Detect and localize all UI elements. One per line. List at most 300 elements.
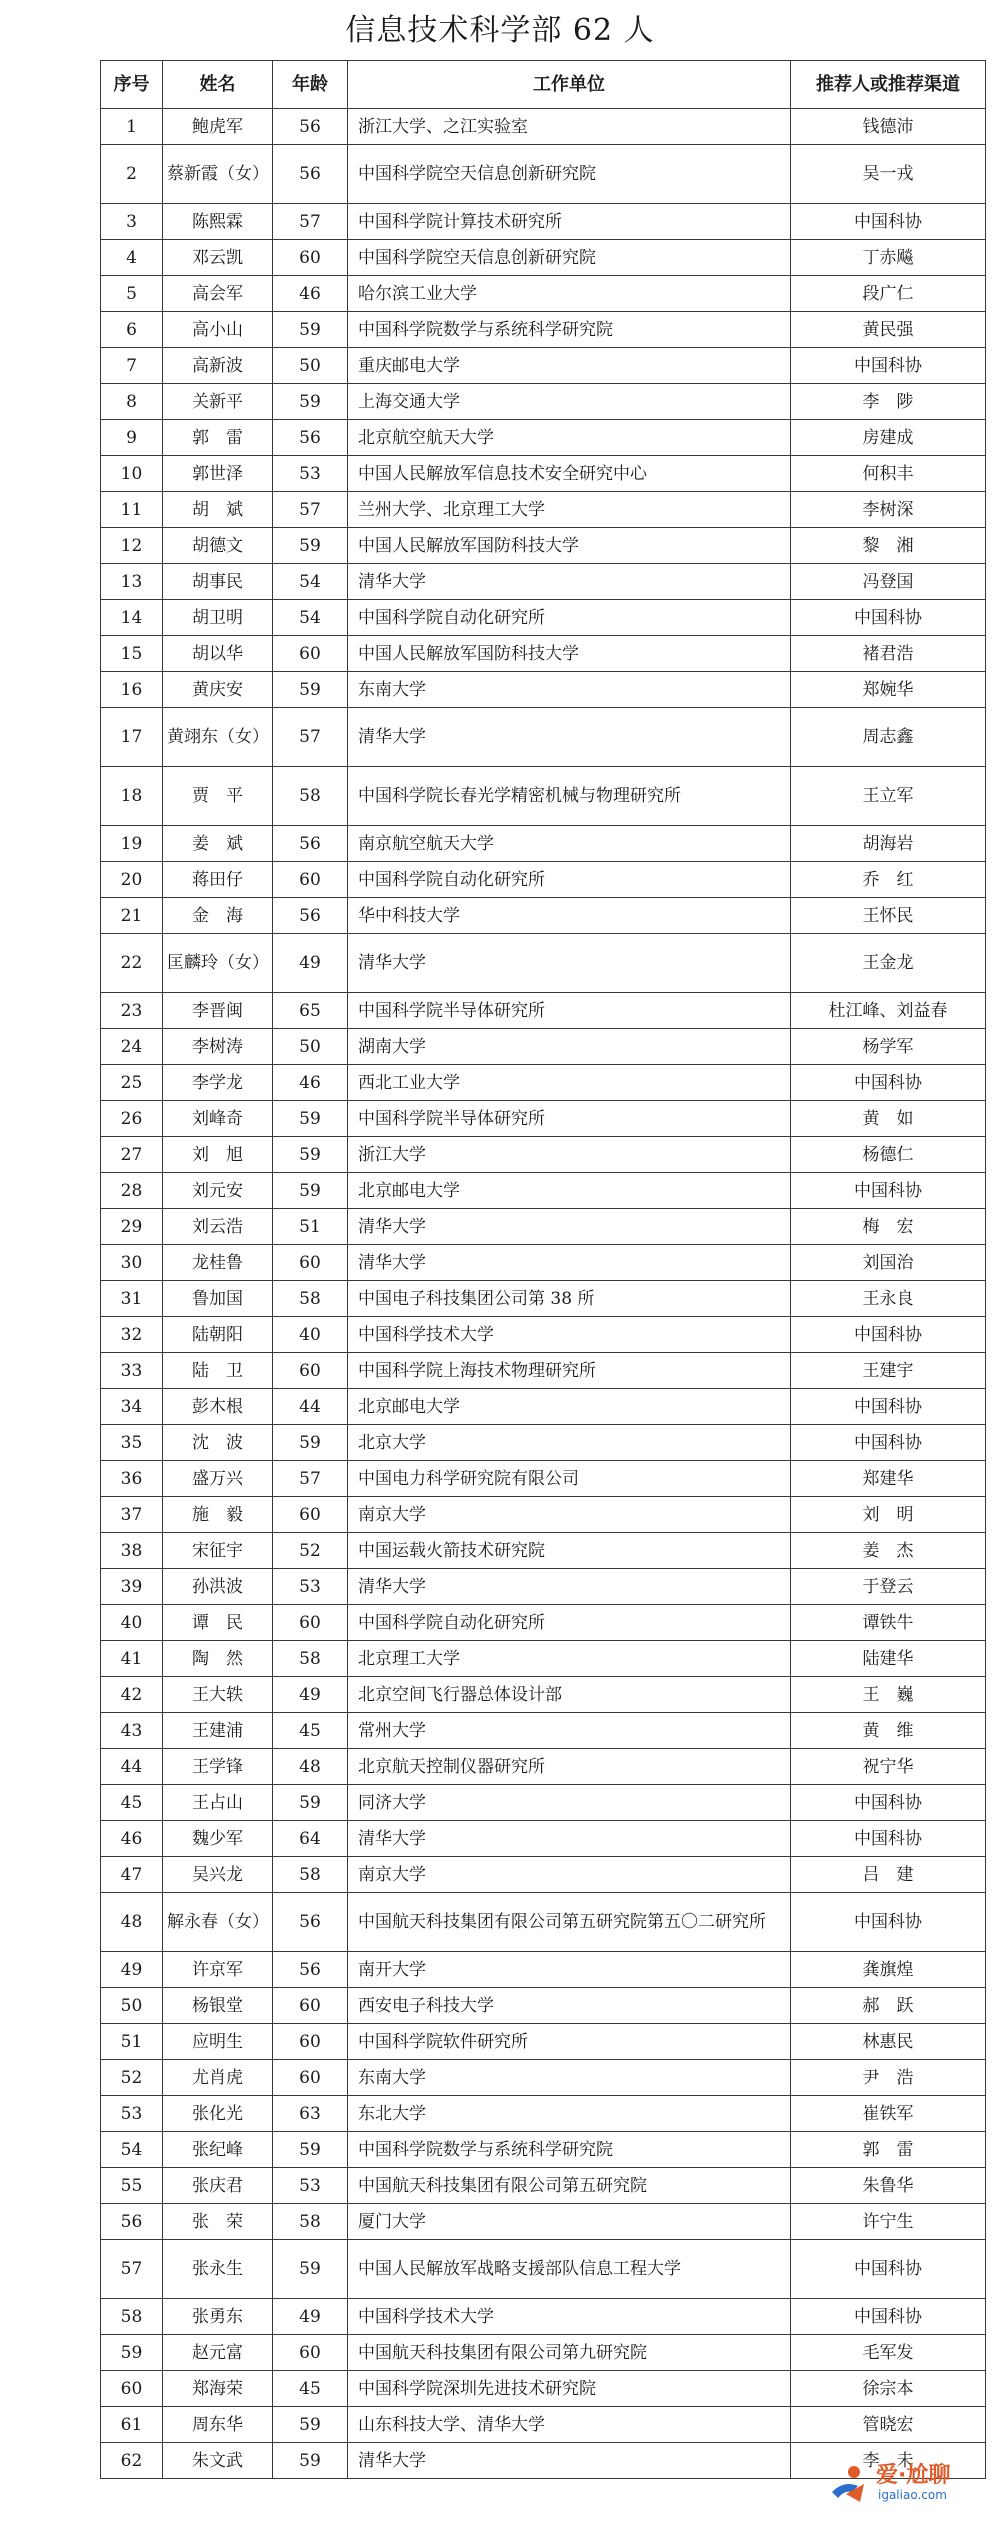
table-row bbox=[101, 1281, 986, 1317]
cell-age: 45 bbox=[273, 1713, 348, 1749]
cell-work-unit: 中国科学院自动化研究所 bbox=[348, 600, 791, 636]
cell-recommender: 刘 明 bbox=[791, 1497, 986, 1533]
cell-name: 蔡新霞（女） bbox=[163, 145, 273, 204]
cell-work-unit: 中国航天科技集团有限公司第五研究院 bbox=[348, 2168, 791, 2204]
cell-recommender: 龚旗煌 bbox=[791, 1952, 986, 1988]
cell-work-unit: 北京邮电大学 bbox=[348, 1173, 791, 1209]
cell-recommender: 黎 湘 bbox=[791, 528, 986, 564]
table-row bbox=[101, 1569, 986, 1605]
cell-index: 18 bbox=[101, 767, 163, 826]
cell-age: 56 bbox=[273, 109, 348, 145]
header-recommender: 推荐人或推荐渠道 bbox=[791, 61, 986, 109]
cell-name: 张纪峰 bbox=[163, 2132, 273, 2168]
cell-index: 5 bbox=[101, 276, 163, 312]
cell-index: 1 bbox=[101, 109, 163, 145]
cell-index: 58 bbox=[101, 2299, 163, 2335]
cell-name: 胡 斌 bbox=[163, 492, 273, 528]
cell-name: 陶 然 bbox=[163, 1641, 273, 1677]
cell-recommender: 段广仁 bbox=[791, 276, 986, 312]
cell-name: 张化光 bbox=[163, 2096, 273, 2132]
cell-index: 39 bbox=[101, 1569, 163, 1605]
cell-name: 刘 旭 bbox=[163, 1137, 273, 1173]
cell-work-unit: 中国人民解放军信息技术安全研究中心 bbox=[348, 456, 791, 492]
cell-age: 60 bbox=[273, 2335, 348, 2371]
candidate-table bbox=[100, 60, 986, 2479]
table-row bbox=[101, 1101, 986, 1137]
table-row bbox=[101, 1605, 986, 1641]
cell-name: 魏少军 bbox=[163, 1821, 273, 1857]
cell-name: 李晋闽 bbox=[163, 993, 273, 1029]
cell-recommender: 中国科协 bbox=[791, 1821, 986, 1857]
cell-age: 58 bbox=[273, 767, 348, 826]
cell-age: 58 bbox=[273, 1857, 348, 1893]
cell-age: 63 bbox=[273, 2096, 348, 2132]
cell-name: 胡事民 bbox=[163, 564, 273, 600]
cell-work-unit: 东南大学 bbox=[348, 2060, 791, 2096]
cell-work-unit: 中国运载火箭技术研究院 bbox=[348, 1533, 791, 1569]
watermark-url: igaliao.com bbox=[878, 2488, 947, 2502]
cell-name: 陈熙霖 bbox=[163, 204, 273, 240]
cell-work-unit: 中国科学技术大学 bbox=[348, 2299, 791, 2335]
cell-age: 50 bbox=[273, 1029, 348, 1065]
cell-recommender: 梅 宏 bbox=[791, 1209, 986, 1245]
cell-recommender: 崔铁军 bbox=[791, 2096, 986, 2132]
cell-recommender: 郝 跃 bbox=[791, 1988, 986, 2024]
cell-index: 27 bbox=[101, 1137, 163, 1173]
table-row bbox=[101, 420, 986, 456]
cell-index: 49 bbox=[101, 1952, 163, 1988]
cell-name: 刘元安 bbox=[163, 1173, 273, 1209]
cell-index: 47 bbox=[101, 1857, 163, 1893]
cell-work-unit: 南京航空航天大学 bbox=[348, 826, 791, 862]
cell-age: 64 bbox=[273, 1821, 348, 1857]
cell-name: 陆 卫 bbox=[163, 1353, 273, 1389]
cell-index: 50 bbox=[101, 1988, 163, 2024]
cell-recommender: 陆建华 bbox=[791, 1641, 986, 1677]
cell-index: 62 bbox=[101, 2443, 163, 2479]
cell-name: 张 荣 bbox=[163, 2204, 273, 2240]
cell-recommender: 冯登国 bbox=[791, 564, 986, 600]
cell-age: 60 bbox=[273, 636, 348, 672]
table-row bbox=[101, 109, 986, 145]
cell-name: 王学锋 bbox=[163, 1749, 273, 1785]
table-row bbox=[101, 1245, 986, 1281]
cell-age: 48 bbox=[273, 1749, 348, 1785]
cell-work-unit: 中国科学院空天信息创新研究院 bbox=[348, 240, 791, 276]
cell-age: 57 bbox=[273, 492, 348, 528]
cell-age: 52 bbox=[273, 1533, 348, 1569]
cell-work-unit: 中国科学院计算技术研究所 bbox=[348, 204, 791, 240]
cell-work-unit: 东南大学 bbox=[348, 672, 791, 708]
cell-index: 44 bbox=[101, 1749, 163, 1785]
cell-recommender: 于登云 bbox=[791, 1569, 986, 1605]
cell-recommender: 尹 浩 bbox=[791, 2060, 986, 2096]
cell-name: 邓云凯 bbox=[163, 240, 273, 276]
cell-age: 59 bbox=[273, 2407, 348, 2443]
cell-index: 43 bbox=[101, 1713, 163, 1749]
table-row bbox=[101, 564, 986, 600]
cell-age: 59 bbox=[273, 2240, 348, 2299]
cell-index: 53 bbox=[101, 2096, 163, 2132]
cell-index: 40 bbox=[101, 1605, 163, 1641]
table-row bbox=[101, 672, 986, 708]
cell-age: 49 bbox=[273, 2299, 348, 2335]
cell-index: 25 bbox=[101, 1065, 163, 1101]
cell-work-unit: 清华大学 bbox=[348, 2443, 791, 2479]
table-row bbox=[101, 2168, 986, 2204]
cell-age: 49 bbox=[273, 1677, 348, 1713]
cell-name: 沈 波 bbox=[163, 1425, 273, 1461]
table-row bbox=[101, 1533, 986, 1569]
cell-age: 56 bbox=[273, 898, 348, 934]
cell-name: 关新平 bbox=[163, 384, 273, 420]
table-row bbox=[101, 2240, 986, 2299]
cell-index: 51 bbox=[101, 2024, 163, 2060]
cell-age: 56 bbox=[273, 145, 348, 204]
cell-work-unit: 中国科学院长春光学精密机械与物理研究所 bbox=[348, 767, 791, 826]
cell-index: 28 bbox=[101, 1173, 163, 1209]
table-row bbox=[101, 1497, 986, 1533]
cell-age: 49 bbox=[273, 934, 348, 993]
watermark-text: 爱·尬聊 bbox=[876, 2463, 951, 2488]
cell-name: 郑海荣 bbox=[163, 2371, 273, 2407]
cell-name: 鲍虎军 bbox=[163, 109, 273, 145]
table-row bbox=[101, 2335, 986, 2371]
cell-work-unit: 西北工业大学 bbox=[348, 1065, 791, 1101]
cell-work-unit: 清华大学 bbox=[348, 1209, 791, 1245]
cell-age: 60 bbox=[273, 1605, 348, 1641]
cell-recommender: 中国科协 bbox=[791, 1893, 986, 1952]
cell-work-unit: 湖南大学 bbox=[348, 1029, 791, 1065]
cell-index: 30 bbox=[101, 1245, 163, 1281]
cell-recommender: 毛军发 bbox=[791, 2335, 986, 2371]
cell-name: 胡以华 bbox=[163, 636, 273, 672]
cell-index: 26 bbox=[101, 1101, 163, 1137]
cell-name: 刘云浩 bbox=[163, 1209, 273, 1245]
table-row bbox=[101, 2096, 986, 2132]
cell-name: 应明生 bbox=[163, 2024, 273, 2060]
table-row bbox=[101, 2132, 986, 2168]
cell-index: 37 bbox=[101, 1497, 163, 1533]
cell-work-unit: 清华大学 bbox=[348, 1245, 791, 1281]
cell-index: 7 bbox=[101, 348, 163, 384]
cell-name: 高小山 bbox=[163, 312, 273, 348]
cell-name: 高新波 bbox=[163, 348, 273, 384]
cell-work-unit: 中国科学院空天信息创新研究院 bbox=[348, 145, 791, 204]
cell-recommender: 王立军 bbox=[791, 767, 986, 826]
table-row bbox=[101, 1952, 986, 1988]
table-row bbox=[101, 993, 986, 1029]
cell-work-unit: 西安电子科技大学 bbox=[348, 1988, 791, 2024]
cell-recommender: 丁赤飚 bbox=[791, 240, 986, 276]
cell-recommender: 中国科协 bbox=[791, 1785, 986, 1821]
table-row bbox=[101, 204, 986, 240]
table-row bbox=[101, 1425, 986, 1461]
cell-age: 59 bbox=[273, 1101, 348, 1137]
cell-work-unit: 北京航空航天大学 bbox=[348, 420, 791, 456]
cell-work-unit: 中国科学院自动化研究所 bbox=[348, 1605, 791, 1641]
cell-recommender: 中国科协 bbox=[791, 1389, 986, 1425]
cell-recommender: 李树深 bbox=[791, 492, 986, 528]
cell-age: 60 bbox=[273, 1353, 348, 1389]
cell-work-unit: 山东科技大学、清华大学 bbox=[348, 2407, 791, 2443]
cell-work-unit: 重庆邮电大学 bbox=[348, 348, 791, 384]
table-row bbox=[101, 1785, 986, 1821]
cell-age: 53 bbox=[273, 2168, 348, 2204]
table-row bbox=[101, 767, 986, 826]
cell-recommender: 刘国治 bbox=[791, 1245, 986, 1281]
cell-recommender: 朱鲁华 bbox=[791, 2168, 986, 2204]
cell-age: 59 bbox=[273, 528, 348, 564]
cell-name: 杨银堂 bbox=[163, 1988, 273, 2024]
cell-name: 高会军 bbox=[163, 276, 273, 312]
cell-name: 姜 斌 bbox=[163, 826, 273, 862]
cell-work-unit: 北京大学 bbox=[348, 1425, 791, 1461]
cell-index: 6 bbox=[101, 312, 163, 348]
table-row bbox=[101, 826, 986, 862]
cell-name: 赵元富 bbox=[163, 2335, 273, 2371]
table-row bbox=[101, 2204, 986, 2240]
cell-recommender: 李 未 bbox=[791, 2443, 986, 2479]
table-row bbox=[101, 276, 986, 312]
cell-name: 黄庆安 bbox=[163, 672, 273, 708]
cell-name: 盛万兴 bbox=[163, 1461, 273, 1497]
table-row bbox=[101, 2371, 986, 2407]
cell-work-unit: 中国科学院自动化研究所 bbox=[348, 862, 791, 898]
cell-recommender: 王怀民 bbox=[791, 898, 986, 934]
cell-age: 59 bbox=[273, 1173, 348, 1209]
cell-recommender: 中国科协 bbox=[791, 348, 986, 384]
cell-recommender: 中国科协 bbox=[791, 1425, 986, 1461]
cell-name: 郭 雷 bbox=[163, 420, 273, 456]
cell-index: 14 bbox=[101, 600, 163, 636]
cell-index: 38 bbox=[101, 1533, 163, 1569]
cell-index: 48 bbox=[101, 1893, 163, 1952]
cell-age: 65 bbox=[273, 993, 348, 1029]
cell-index: 54 bbox=[101, 2132, 163, 2168]
table-row bbox=[101, 898, 986, 934]
cell-name: 尤肖虎 bbox=[163, 2060, 273, 2096]
cell-recommender: 杨学军 bbox=[791, 1029, 986, 1065]
cell-recommender: 杨德仁 bbox=[791, 1137, 986, 1173]
cell-age: 59 bbox=[273, 312, 348, 348]
table-row bbox=[101, 1677, 986, 1713]
cell-index: 20 bbox=[101, 862, 163, 898]
cell-work-unit: 中国航天科技集团有限公司第五研究院第五〇二研究所 bbox=[348, 1893, 791, 1952]
cell-name: 吴兴龙 bbox=[163, 1857, 273, 1893]
cell-work-unit: 中国人民解放军国防科技大学 bbox=[348, 636, 791, 672]
table-row bbox=[101, 1353, 986, 1389]
cell-recommender: 谭铁牛 bbox=[791, 1605, 986, 1641]
cell-work-unit: 中国科学院半导体研究所 bbox=[348, 1101, 791, 1137]
table-row bbox=[101, 862, 986, 898]
cell-recommender: 杜江峰、刘益春 bbox=[791, 993, 986, 1029]
cell-index: 31 bbox=[101, 1281, 163, 1317]
cell-recommender: 吕 建 bbox=[791, 1857, 986, 1893]
cell-recommender: 郭 雷 bbox=[791, 2132, 986, 2168]
table-row bbox=[101, 1749, 986, 1785]
cell-work-unit: 清华大学 bbox=[348, 1821, 791, 1857]
cell-name: 谭 民 bbox=[163, 1605, 273, 1641]
cell-index: 21 bbox=[101, 898, 163, 934]
table-row bbox=[101, 1065, 986, 1101]
cell-name: 胡卫明 bbox=[163, 600, 273, 636]
table-row bbox=[101, 708, 986, 767]
cell-work-unit: 北京邮电大学 bbox=[348, 1389, 791, 1425]
table-row bbox=[101, 348, 986, 384]
cell-index: 52 bbox=[101, 2060, 163, 2096]
cell-recommender: 钱德沛 bbox=[791, 109, 986, 145]
cell-work-unit: 哈尔滨工业大学 bbox=[348, 276, 791, 312]
cell-index: 19 bbox=[101, 826, 163, 862]
cell-name: 陆朝阳 bbox=[163, 1317, 273, 1353]
cell-recommender: 郑婉华 bbox=[791, 672, 986, 708]
cell-index: 60 bbox=[101, 2371, 163, 2407]
cell-index: 55 bbox=[101, 2168, 163, 2204]
cell-recommender: 祝宁华 bbox=[791, 1749, 986, 1785]
watermark bbox=[824, 2456, 984, 2514]
cell-recommender: 褚君浩 bbox=[791, 636, 986, 672]
cell-work-unit: 东北大学 bbox=[348, 2096, 791, 2132]
table-row bbox=[101, 384, 986, 420]
cell-recommender: 吴一戎 bbox=[791, 145, 986, 204]
cell-work-unit: 南京大学 bbox=[348, 1497, 791, 1533]
cell-age: 60 bbox=[273, 2024, 348, 2060]
cell-work-unit: 中国科学院深圳先进技术研究院 bbox=[348, 2371, 791, 2407]
cell-age: 51 bbox=[273, 1209, 348, 1245]
cell-name: 许京军 bbox=[163, 1952, 273, 1988]
table-row bbox=[101, 1209, 986, 1245]
header-work-unit: 工作单位 bbox=[348, 61, 791, 109]
table-row bbox=[101, 1893, 986, 1952]
cell-index: 34 bbox=[101, 1389, 163, 1425]
table-row bbox=[101, 636, 986, 672]
table-row bbox=[101, 2299, 986, 2335]
cell-name: 金 海 bbox=[163, 898, 273, 934]
cell-work-unit: 中国科学院数学与系统科学研究院 bbox=[348, 2132, 791, 2168]
cell-work-unit: 兰州大学、北京理工大学 bbox=[348, 492, 791, 528]
cell-age: 53 bbox=[273, 456, 348, 492]
cell-work-unit: 中国人民解放军战略支援部队信息工程大学 bbox=[348, 2240, 791, 2299]
cell-name: 匡麟玲（女） bbox=[163, 934, 273, 993]
table-row bbox=[101, 1641, 986, 1677]
cell-age: 45 bbox=[273, 2371, 348, 2407]
table-row bbox=[101, 600, 986, 636]
cell-age: 56 bbox=[273, 826, 348, 862]
cell-age: 46 bbox=[273, 276, 348, 312]
cell-recommender: 郑建华 bbox=[791, 1461, 986, 1497]
table-row bbox=[101, 1988, 986, 2024]
table-row bbox=[101, 312, 986, 348]
cell-name: 周东华 bbox=[163, 2407, 273, 2443]
cell-recommender: 林惠民 bbox=[791, 2024, 986, 2060]
cell-name: 李树涛 bbox=[163, 1029, 273, 1065]
table-row bbox=[101, 456, 986, 492]
cell-name: 贾 平 bbox=[163, 767, 273, 826]
table-header-row bbox=[101, 61, 986, 109]
cell-age: 60 bbox=[273, 1497, 348, 1533]
cell-recommender: 王永良 bbox=[791, 1281, 986, 1317]
cell-name: 郭世泽 bbox=[163, 456, 273, 492]
cell-work-unit: 中国电力科学研究院有限公司 bbox=[348, 1461, 791, 1497]
cell-work-unit: 中国科学院半导体研究所 bbox=[348, 993, 791, 1029]
cell-work-unit: 北京理工大学 bbox=[348, 1641, 791, 1677]
cell-age: 59 bbox=[273, 384, 348, 420]
cell-work-unit: 中国电子科技集团公司第 38 所 bbox=[348, 1281, 791, 1317]
table-row bbox=[101, 240, 986, 276]
cell-work-unit: 中国科学院上海技术物理研究所 bbox=[348, 1353, 791, 1389]
cell-recommender: 王 巍 bbox=[791, 1677, 986, 1713]
cell-index: 16 bbox=[101, 672, 163, 708]
cell-name: 张永生 bbox=[163, 2240, 273, 2299]
cell-age: 40 bbox=[273, 1317, 348, 1353]
cell-age: 59 bbox=[273, 2443, 348, 2479]
cell-work-unit: 同济大学 bbox=[348, 1785, 791, 1821]
cell-work-unit: 北京航天控制仪器研究所 bbox=[348, 1749, 791, 1785]
cell-recommender: 中国科协 bbox=[791, 1065, 986, 1101]
table-row bbox=[101, 2060, 986, 2096]
cell-recommender: 王金龙 bbox=[791, 934, 986, 993]
cell-recommender: 乔 红 bbox=[791, 862, 986, 898]
cell-age: 59 bbox=[273, 2132, 348, 2168]
cell-work-unit: 中国航天科技集团有限公司第九研究院 bbox=[348, 2335, 791, 2371]
cell-age: 59 bbox=[273, 672, 348, 708]
cell-age: 56 bbox=[273, 420, 348, 456]
cell-work-unit: 北京空间飞行器总体设计部 bbox=[348, 1677, 791, 1713]
cell-index: 35 bbox=[101, 1425, 163, 1461]
cell-name: 张庆君 bbox=[163, 2168, 273, 2204]
cell-age: 57 bbox=[273, 1461, 348, 1497]
cell-recommender: 黄 维 bbox=[791, 1713, 986, 1749]
cell-name: 刘峰奇 bbox=[163, 1101, 273, 1137]
cell-recommender: 中国科协 bbox=[791, 1173, 986, 1209]
cell-recommender: 黄 如 bbox=[791, 1101, 986, 1137]
cell-work-unit: 中国人民解放军国防科技大学 bbox=[348, 528, 791, 564]
cell-recommender: 管晓宏 bbox=[791, 2407, 986, 2443]
cell-work-unit: 中国科学院软件研究所 bbox=[348, 2024, 791, 2060]
cell-age: 59 bbox=[273, 1137, 348, 1173]
header-name: 姓名 bbox=[163, 61, 273, 109]
cell-index: 22 bbox=[101, 934, 163, 993]
cell-age: 53 bbox=[273, 1569, 348, 1605]
cell-name: 李学龙 bbox=[163, 1065, 273, 1101]
cell-age: 60 bbox=[273, 1988, 348, 2024]
cell-index: 10 bbox=[101, 456, 163, 492]
table-row bbox=[101, 1821, 986, 1857]
cell-work-unit: 南开大学 bbox=[348, 1952, 791, 1988]
cell-index: 8 bbox=[101, 384, 163, 420]
cell-age: 46 bbox=[273, 1065, 348, 1101]
cell-index: 41 bbox=[101, 1641, 163, 1677]
cell-name: 施 毅 bbox=[163, 1497, 273, 1533]
cell-name: 王大轶 bbox=[163, 1677, 273, 1713]
cell-name: 张勇东 bbox=[163, 2299, 273, 2335]
cell-recommender: 中国科协 bbox=[791, 2240, 986, 2299]
cell-age: 58 bbox=[273, 1281, 348, 1317]
table-row bbox=[101, 1857, 986, 1893]
cell-index: 17 bbox=[101, 708, 163, 767]
table-row bbox=[101, 2407, 986, 2443]
table-row bbox=[101, 1137, 986, 1173]
cell-index: 15 bbox=[101, 636, 163, 672]
header-index: 序号 bbox=[101, 61, 163, 109]
cell-work-unit: 常州大学 bbox=[348, 1713, 791, 1749]
cell-recommender: 姜 杰 bbox=[791, 1533, 986, 1569]
cell-name: 王占山 bbox=[163, 1785, 273, 1821]
cell-age: 54 bbox=[273, 600, 348, 636]
cell-work-unit: 中国科学院数学与系统科学研究院 bbox=[348, 312, 791, 348]
cell-index: 9 bbox=[101, 420, 163, 456]
